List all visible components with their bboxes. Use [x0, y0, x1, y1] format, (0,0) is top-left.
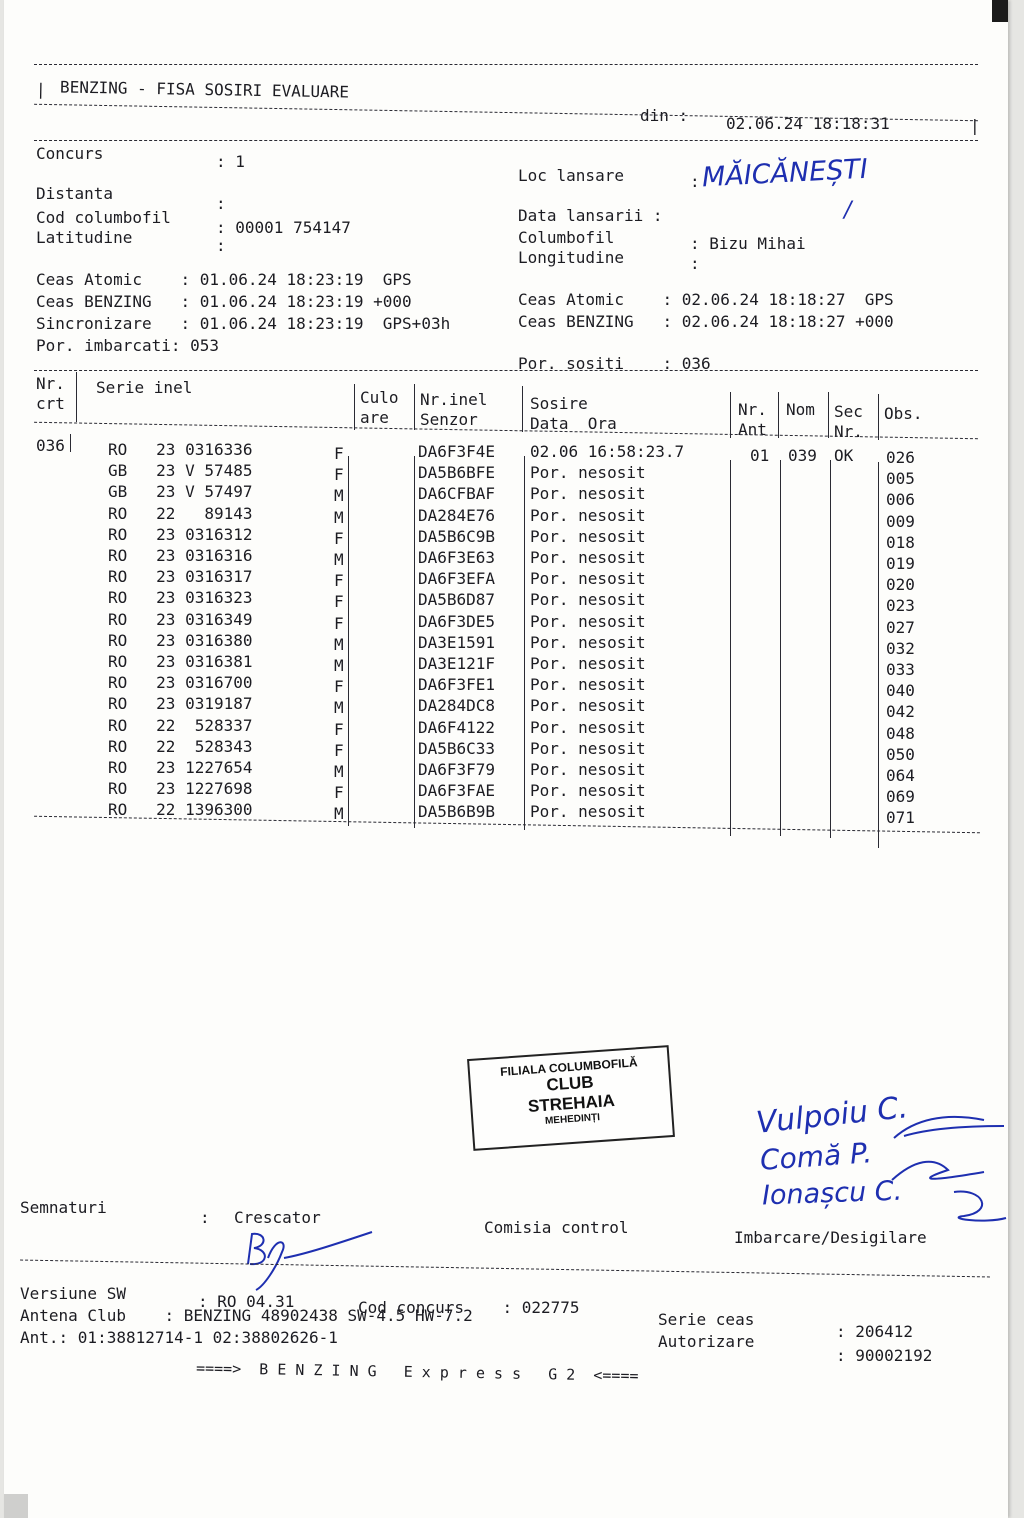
cell-senzor: DA5B6B9B: [418, 802, 496, 822]
col-secnr-header-1: Sec: [834, 402, 863, 421]
cell-obs: 019: [886, 554, 915, 573]
cell-sosire: Por. nesosit: [530, 738, 646, 758]
cell-serie: RO 23 0316317: [108, 567, 253, 587]
divider: [34, 64, 978, 65]
latitudine-value: :: [216, 236, 226, 255]
divider: [34, 140, 978, 141]
cell-obs: 005: [886, 469, 915, 489]
cell-serie: GB 23 V 57485: [108, 461, 253, 481]
cell-sosire: Por. nesosit: [530, 717, 646, 737]
brand-line: ====> B E N Z I N G E x p r e s s G 2 <====: [195, 1359, 639, 1385]
cell-sosire: Por. nesosit: [530, 802, 646, 822]
scan-edge: [992, 0, 1008, 22]
cell-serie: RO 23 0316349: [108, 609, 253, 629]
col-nrant-header-2: Ant: [738, 420, 767, 439]
cell-obs: 027: [886, 617, 915, 637]
concurs-label: Concurs: [36, 144, 104, 163]
semnaturi-sep: :: [200, 1208, 210, 1227]
cell-senzor: DA5B6D87: [418, 590, 496, 610]
col-culoare-header-2: are: [360, 408, 389, 427]
cell-obs: 009: [886, 511, 915, 531]
crt-value: 036: [36, 436, 65, 455]
serie-ceas-label: Serie ceas: [658, 1310, 755, 1329]
loc-lansare-colon: :: [690, 172, 700, 191]
cell-obs: 006: [886, 490, 915, 510]
semnaturi-label: Semnaturi: [20, 1198, 107, 1217]
clock-left-line-4: Por. imbarcati: 053: [36, 336, 220, 355]
cell-sex: F: [334, 740, 344, 760]
cell-sosire: Por. nesosit: [530, 611, 646, 631]
cell-sex: M: [334, 486, 344, 506]
cell-obs: 023: [886, 596, 915, 616]
cell-senzor: DA6F3FE1: [418, 675, 496, 695]
latitudine-label: Latitudine: [36, 228, 133, 247]
cell-senzor: DA6F3EFA: [418, 569, 496, 589]
cell-senzor: DA5B6BFE: [418, 463, 496, 483]
cell-sosire: Por. nesosit: [530, 696, 646, 716]
cell-nom: 039: [788, 446, 817, 465]
col-separator: [76, 372, 77, 422]
col-sosire-header: Sosire: [530, 394, 588, 413]
cell-sosire: Por. nesosit: [530, 505, 646, 525]
cell-sex: M: [334, 550, 344, 569]
committee-signatures: [884, 1100, 1008, 1230]
cell-sex: F: [334, 571, 344, 591]
col-separator: [354, 384, 355, 430]
cell-senzor: DA6CFBAF: [418, 484, 496, 504]
cell-sosire: Por. nesosit: [530, 548, 646, 567]
cell-sex: M: [334, 634, 344, 654]
title-bar-marker: |: [35, 79, 46, 100]
cell-sosire: Por. nesosit: [530, 463, 646, 483]
crescator-label: Crescator: [234, 1208, 321, 1227]
cell-serie: RO 22 1396300: [108, 800, 253, 820]
stamp-line-3: STREHAIA: [527, 1090, 616, 1116]
col-separator: [830, 460, 831, 838]
cell-serie: GB 23 V 57497: [108, 482, 253, 502]
cell-serie: RO 23 1227654: [108, 758, 253, 777]
distanta-label: Distanta: [36, 184, 114, 203]
cell-serie: RO 23 0316380: [108, 630, 253, 650]
cell-sex: M: [334, 507, 344, 527]
columbofil-label: Columbofil: [518, 228, 615, 247]
longitudine-label: Longitudine: [518, 248, 624, 267]
autorizare-value: : 90002192: [836, 1346, 933, 1365]
cell-sex: F: [334, 528, 344, 548]
cell-serie: RO 22 528337: [108, 715, 253, 735]
cell-sosire: Por. nesosit: [530, 484, 646, 504]
col-separator: [828, 392, 829, 438]
col-nr-header: Nr.: [36, 374, 65, 393]
handwritten-mark: /: [844, 198, 852, 223]
cell-sex: F: [334, 719, 344, 739]
cell-obs: 050: [886, 744, 915, 764]
clock-left-line-1: Ceas Atomic : 01.06.24 18:23:19 GPS: [36, 270, 412, 289]
cell-serie: RO 23 0316381: [108, 652, 253, 671]
cell-sosire: Por. nesosit: [530, 590, 646, 610]
cell-sex: F: [334, 613, 344, 633]
handwritten-name-2: Comă P.: [758, 1136, 873, 1177]
page-title: BENZING - FISA SOSIRI EVALUARE: [59, 77, 350, 102]
cell-obs: 042: [886, 702, 915, 722]
cell-obs: 069: [886, 787, 915, 807]
cell-serie: RO 22 89143: [108, 503, 253, 523]
col-nrant-header-1: Nr.: [738, 400, 767, 419]
imbarcare-label: Imbarcare/Desigilare: [734, 1228, 927, 1247]
stamp-line-2: CLUB: [545, 1072, 595, 1095]
col-separator: [780, 460, 781, 836]
clock-right-line-3: Por. sositi : 036: [518, 354, 711, 373]
cell-senzor: DA6F3F79: [418, 760, 496, 779]
cell-sex: M: [334, 762, 344, 781]
cell-obs: 040: [886, 681, 915, 701]
handwritten-name-3: Ionașcu C.: [761, 1175, 903, 1212]
handwritten-name-1: Vulpoiu C.: [754, 1090, 910, 1141]
cell-senzor: DA6F3E63: [418, 548, 496, 567]
cell-sex: F: [334, 677, 344, 697]
cell-serie: RO 23 0316312: [108, 524, 253, 544]
col-obs-header: Obs.: [884, 404, 923, 423]
comisia-label: Comisia control: [484, 1218, 629, 1237]
clock-right-line-1: Ceas Atomic : 02.06.24 18:18:27 GPS: [518, 290, 894, 309]
cod-label: Cod columbofil: [36, 208, 171, 227]
cell-serie: RO 23 0316316: [108, 546, 253, 565]
clock-left-line-2: Ceas BENZING : 01.06.24 18:23:19 +000: [36, 292, 412, 311]
col-separator: [524, 456, 525, 830]
concurs-value: : 1: [216, 152, 245, 171]
col-dataora-header: Data Ora: [530, 414, 617, 433]
cell-sosire: Por. nesosit: [530, 526, 646, 546]
col-culoare-header-1: Culo: [360, 388, 399, 407]
col-crt-header: crt: [36, 394, 65, 413]
cell-obs: 048: [886, 723, 915, 743]
cell-sex: M: [334, 804, 344, 824]
cell-senzor: DA5B6C33: [418, 738, 496, 758]
divider: [34, 104, 978, 121]
cell-obs: 018: [886, 532, 915, 552]
col-secnr-header-2: Nr.: [834, 422, 863, 441]
cell-sosire: Por. nesosit: [530, 760, 646, 779]
cell-obs: 064: [886, 766, 915, 785]
cell-obs: 026: [886, 448, 915, 467]
cell-sex: F: [334, 783, 344, 803]
title-bar-marker-right: |: [970, 116, 980, 135]
cell-serie: RO 23 0319187: [108, 694, 253, 714]
cell-serie: RO 23 0316336: [108, 440, 253, 459]
crescator-signature: [226, 1228, 376, 1294]
col-separator: [414, 384, 415, 430]
cell-senzor: DA6F3FAE: [418, 781, 496, 801]
stamp-line-4: MEHEDINȚI: [544, 1112, 601, 1127]
versiune-label: Versiune SW: [20, 1284, 126, 1303]
cell-ant: 01: [750, 446, 770, 465]
cell-senzor: DA6F3DE5: [418, 611, 496, 631]
din-value: 02.06.24 18:18:31: [726, 114, 890, 133]
divider: [34, 370, 978, 371]
cell-serie: RO 23 0316323: [108, 588, 253, 608]
col-separator: [730, 392, 731, 438]
clock-right-line-2: Ceas BENZING : 02.06.24 18:18:27 +000: [518, 312, 894, 331]
scan-corner: [4, 1494, 28, 1518]
cell-sosire: Por. nesosit: [530, 632, 646, 652]
versiune-value: : RO 04.31: [198, 1292, 295, 1311]
clock-left-line-3: Sincronizare : 01.06.24 18:23:19 GPS+03h: [36, 314, 451, 333]
ant-line: Ant.: 01:38812714-1 02:38802626-1: [20, 1328, 338, 1347]
din-label: din :: [640, 106, 689, 125]
document-sheet: [4, 0, 1008, 1518]
col-separator: [778, 392, 779, 438]
cell-senzor: DA284E76: [418, 505, 496, 525]
autorizare-label: Autorizare: [658, 1332, 755, 1351]
loc-lansare-value: MĂICĂNEȘTI: [701, 153, 869, 194]
cell-sosire: Por. nesosit: [530, 654, 646, 673]
cell-senzor: DA6F3F4E: [418, 442, 496, 461]
col-separator: [522, 386, 523, 432]
col-nrinel-header: Nr.inel: [420, 390, 488, 409]
cell-sosire: Por. nesosit: [530, 569, 646, 589]
col-separator: [348, 456, 349, 826]
cell-sex: F: [334, 592, 344, 612]
cell-senzor: DA6F4122: [418, 717, 496, 737]
cell-serie: RO 22 528343: [108, 736, 253, 756]
cell-senzor: DA284DC8: [418, 696, 496, 716]
antena-line: Antena Club : BENZING 48902438 SW-4.5 HW-7.2: [20, 1306, 473, 1325]
cod-value: : 00001 754147: [216, 218, 351, 237]
cell-senzor: DA3E1591: [418, 632, 496, 652]
club-stamp: [467, 1045, 675, 1151]
cell-sex: M: [334, 656, 344, 675]
data-lansarii-label: Data lansarii :: [518, 206, 663, 225]
col-separator: [730, 460, 731, 836]
serie-ceas-value: : 206412: [836, 1322, 914, 1341]
cell-sex: F: [334, 465, 344, 485]
cell-sosire: Por. nesosit: [530, 675, 646, 695]
divider: [34, 816, 980, 834]
cell-obs: 033: [886, 660, 915, 679]
col-nom-header: Nom: [786, 400, 815, 419]
cell-obs: 032: [886, 638, 915, 658]
cell-sex: F: [334, 444, 344, 463]
longitudine-value: :: [690, 254, 700, 273]
distanta-value: :: [216, 194, 226, 213]
col-serie-header: Serie inel: [96, 378, 193, 397]
col-separator: [878, 394, 879, 440]
cell-senzor: DA3E121F: [418, 654, 496, 673]
cell-obs: 071: [886, 808, 915, 828]
cell-sosire: 02.06 16:58:23.7: [530, 442, 685, 461]
loc-lansare-label: Loc lansare: [518, 166, 624, 185]
cell-serie: RO 23 1227698: [108, 779, 253, 799]
cell-sosire: Por. nesosit: [530, 781, 646, 801]
cell-sec: OK: [834, 446, 854, 465]
stamp-line-1: FILIALA COLUMBOFILĂ: [499, 1055, 638, 1079]
col-senzor-header: Senzor: [420, 410, 478, 429]
cell-obs: 020: [886, 575, 915, 595]
cell-serie: RO 23 0316700: [108, 673, 253, 693]
divider: [20, 1260, 990, 1278]
col-separator: [414, 456, 415, 828]
columbofil-value: : Bizu Mihai: [690, 234, 806, 253]
cell-senzor: DA5B6C9B: [418, 526, 496, 546]
cell-sex: M: [334, 698, 344, 718]
cod-concurs: Cod concurs : 022775: [358, 1298, 580, 1317]
col-separator: [70, 434, 71, 452]
col-separator: [878, 462, 879, 848]
